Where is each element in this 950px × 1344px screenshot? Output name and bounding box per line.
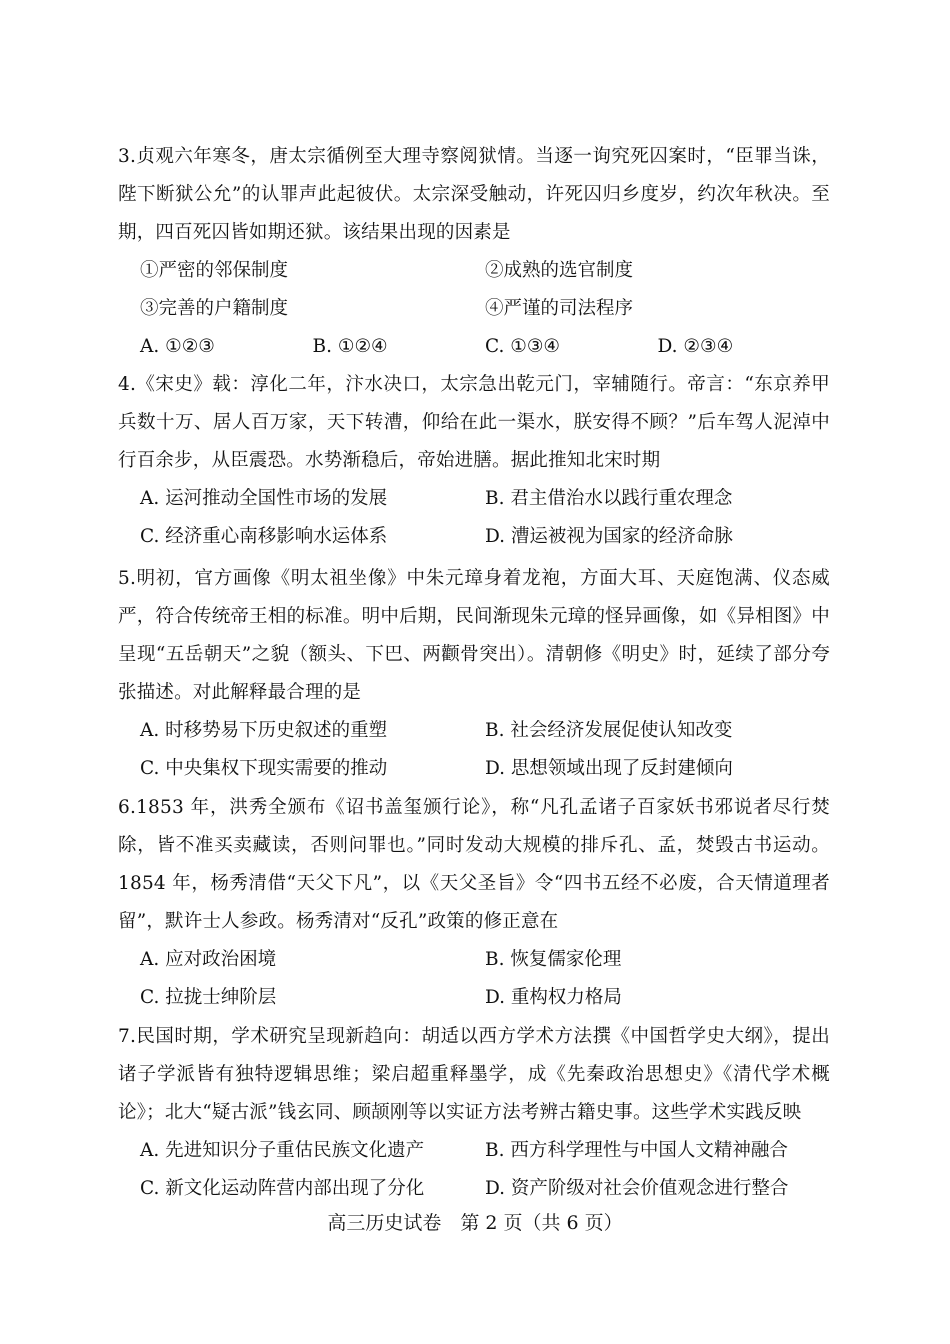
question-text: 《宋史》载：淳化二年，汴水决口，太宗急出乾元门，宰辅随行。帝言：“东京养甲兵数十万、居人百万家，天下转漕，仰给在此一渠水，朕安得不顾？”后车驾人泥淖中行百余步，从臣震恐。水势渐稳后，帝始进膳。据此推知北宋时期 [118,374,830,471]
question-number: 4. [118,374,137,395]
question-3 [118,138,830,366]
option-list [118,480,830,556]
question-text: 明初，官方画像《明太祖坐像》中朱元璋身着龙袍，方面大耳、天庭饱满、仪态威严，符合传统帝王相的标准。明中后期，民间渐现朱元璋的怪异画像，如《异相图》中呈现“五岳朝天”之貌（额头、下巴、两颧骨突出）。清朝修《明史》时，延续了部分夸张描述。对此解释最合理的是 [118,568,830,703]
question-stem [118,366,830,480]
question-text: 1853 年，洪秀全颁布《诏书盖玺颁行论》，称“凡孔孟诸子百家妖书邪说者尽行焚除，皆不准买卖藏读，否则问罪也。”同时发动大规模的排斥孔、孟，焚毁古书运动。1854 年，杨秀清借“天父下凡”，以《天父圣旨》令“四书五经不必废，合天情道理者留”，默许士人参政。杨秀清对“反孔”政策的修正意在 [118,797,830,932]
question-7 [118,1018,830,1208]
question-4 [118,366,830,556]
option-d[interactable]: D. ②③④ [657,336,734,357]
option-a[interactable]: A. 应对政治困境 [140,949,277,970]
question-stem [118,789,830,941]
option-a[interactable]: A. 运河推动全国性市场的发展 [140,488,388,509]
question-stem [118,560,830,712]
option-b[interactable]: B. ①②④ [312,336,388,357]
question-number: 3. [118,146,137,167]
option-b[interactable]: B. 恢复儒家伦理 [485,949,622,970]
question-number: 7. [118,1026,137,1047]
option-list [118,1132,830,1208]
option-c[interactable]: C. 中央集权下现实需要的推动 [140,758,388,779]
question-5 [118,560,830,788]
question-text: 民国时期，学术研究呈现新趋向：胡适以西方学术方法撰《中国哲学史大纲》，提出诸子学派皆有独特逻辑思维；梁启超重释墨学，成《先秦政治思想史》《清代学术概论》；北大“疑古派”钱玄同、顾颉刚等以实证方法考辨古籍史事。这些学术实践反映 [118,1026,830,1123]
option-b[interactable]: B. 西方科学理性与中国人文精神融合 [485,1140,788,1161]
option-c[interactable]: C. 新文化运动阵营内部出现了分化 [140,1178,425,1199]
statement-item: ③完善的户籍制度 [140,298,289,319]
option-d[interactable]: D. 思想领域出现了反封建倾向 [485,758,733,779]
question-stem [118,1018,830,1132]
statement-list [118,252,830,328]
question-6 [118,789,830,1017]
question-number: 5. [118,568,137,589]
option-d[interactable]: D. 重构权力格局 [485,987,622,1008]
page-footer: 高三历史试卷 第 2 页（共 6 页） [327,1212,623,1234]
question-number: 6. [118,797,137,818]
option-a[interactable]: A. 时移势易下历史叙述的重塑 [140,720,388,741]
option-list [118,941,830,1017]
option-b[interactable]: B. 君主借治水以践行重农理念 [485,488,733,509]
statement-item: ②成熟的选官制度 [485,260,634,281]
statement-item: ①严密的邻保制度 [140,260,289,281]
question-stem [118,138,830,252]
option-list [118,712,830,788]
option-c[interactable]: C. 拉拢士绅阶层 [140,987,277,1008]
option-a[interactable]: A. ①②③ [140,336,215,357]
option-a[interactable]: A. 先进知识分子重估民族文化遗产 [140,1140,425,1161]
option-c[interactable]: C. ①③④ [485,336,561,357]
option-c[interactable]: C. 经济重心南移影响水运体系 [140,526,388,547]
option-d[interactable]: D. 漕运被视为国家的经济命脉 [485,526,733,547]
statement-item: ④严谨的司法程序 [485,298,634,319]
option-b[interactable]: B. 社会经济发展促使认知改变 [485,720,733,741]
option-list [118,328,830,366]
question-text: 贞观六年寒冬，唐太宗循例至大理寺察阅狱情。当逐一询究死囚案时，“臣罪当诛，陛下断狱公允”的认罪声此起彼伏。太宗深受触动，许死囚归乡度岁，约次年秋决。至期，四百死囚皆如期还狱。该结果出现的因素是 [118,146,830,243]
option-d[interactable]: D. 资产阶级对社会价值观念进行整合 [485,1178,789,1199]
